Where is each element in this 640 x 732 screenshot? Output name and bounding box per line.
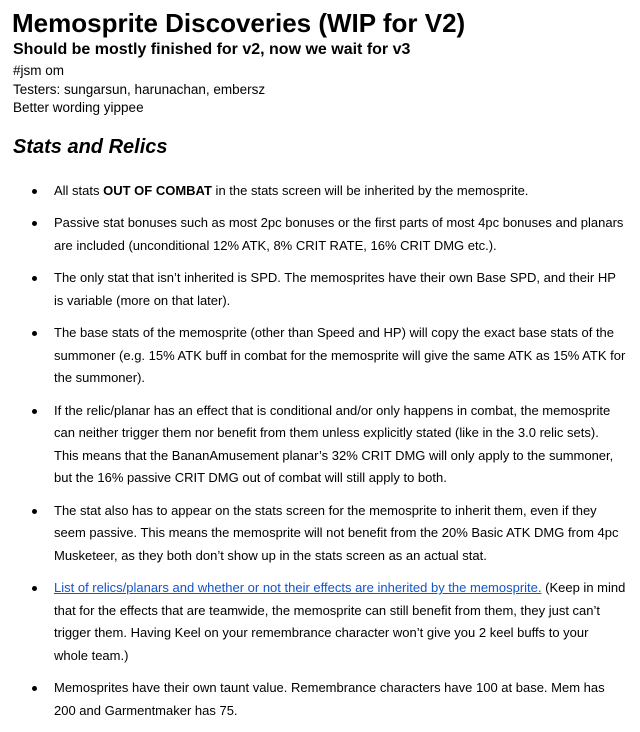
relics-list-link[interactable]: List of relics/planars and whether or not their effects are inherited by the memosprite. <box>54 580 542 595</box>
document-subtitle: Should be mostly finished for v2, now we wait for v3 <box>13 41 411 58</box>
list-item <box>12 500 626 568</box>
list-item <box>12 677 626 722</box>
section-heading: Stats and Relics <box>13 135 168 158</box>
bullet-dot <box>32 276 37 281</box>
list-item-text: The only stat that isn’t inherited is SPD. The memosprites have their own Base SPD, and their HP is variable (more on that later). <box>54 270 616 308</box>
meta-testers-line: Testers: sungarsun, harunachan, embersz <box>13 81 266 97</box>
bullet-dot <box>32 331 37 336</box>
bullet-dot <box>32 509 37 514</box>
list-item-text: (Keep in mind that for the effects that are teamwide, the memosprite can still benefit from them, they just can’t trigger them. Having Keel on your remembrance character won’t give you 2 keel buffs to your whole team.) <box>54 580 626 663</box>
list-item-text: The base stats of the memosprite (other than Speed and HP) will copy the exact base stats of the summoner (e.g. 15% ATK buff in combat for the memosprite will give the same ATK as 15% ATK for the summoner). <box>54 325 626 385</box>
bullet-dot <box>32 409 37 414</box>
document-title: Memosprite Discoveries (WIP for V2) <box>12 8 466 38</box>
meta-tag-line: #jsm om <box>13 63 65 78</box>
list-item-text: All stats <box>54 182 104 198</box>
list-item <box>12 577 626 667</box>
bullet-dot <box>32 189 37 194</box>
list-item <box>12 267 626 312</box>
bullet-list <box>12 180 626 723</box>
list-item <box>12 322 626 390</box>
list-item <box>12 180 626 203</box>
bullet-dot <box>32 586 37 591</box>
list-item-text: in the stats screen will be inherited by the memosprite. <box>211 182 529 198</box>
bullet-dot <box>32 686 37 691</box>
list-item <box>12 212 626 257</box>
list-item-text: Memosprites have their own taunt value. Remembrance characters have 100 at base. Mem has 200 and Garmentmaker has 75. <box>54 680 605 718</box>
list-item-bold-text: OUT OF COMBAT <box>103 182 212 198</box>
list-item-text: The stat also has to appear on the stats screen for the memosprite to inherit them, even if they seem passive. This means the memosprite will not benefit from the 20% Basic ATK DMG from 4pc Musketeer, as they both don’t show up in the stats screen as an actual stat. <box>54 502 619 563</box>
list-item <box>12 400 626 490</box>
meta-note-line: Better wording yippee <box>13 100 144 115</box>
list-item-text: If the relic/planar has an effect that is conditional and/or only happens in combat, the memosprite can neither trigger them nor benefit from them unless explicitly stated (like in the 3.0 relic sets). This means that the BananAmusement planar’s 32% CRIT DMG will only apply to the summoner, but the 16% passive CRIT DMG out of combat will still apply to both. <box>54 402 614 485</box>
bullet-dot <box>32 221 37 226</box>
list-item-text: Passive stat bonuses such as most 2pc bonuses or the first parts of most 4pc bonuses and planars are included (unconditional 12% ATK, 8% CRIT RATE, 16% CRIT DMG etc.). <box>54 215 624 253</box>
